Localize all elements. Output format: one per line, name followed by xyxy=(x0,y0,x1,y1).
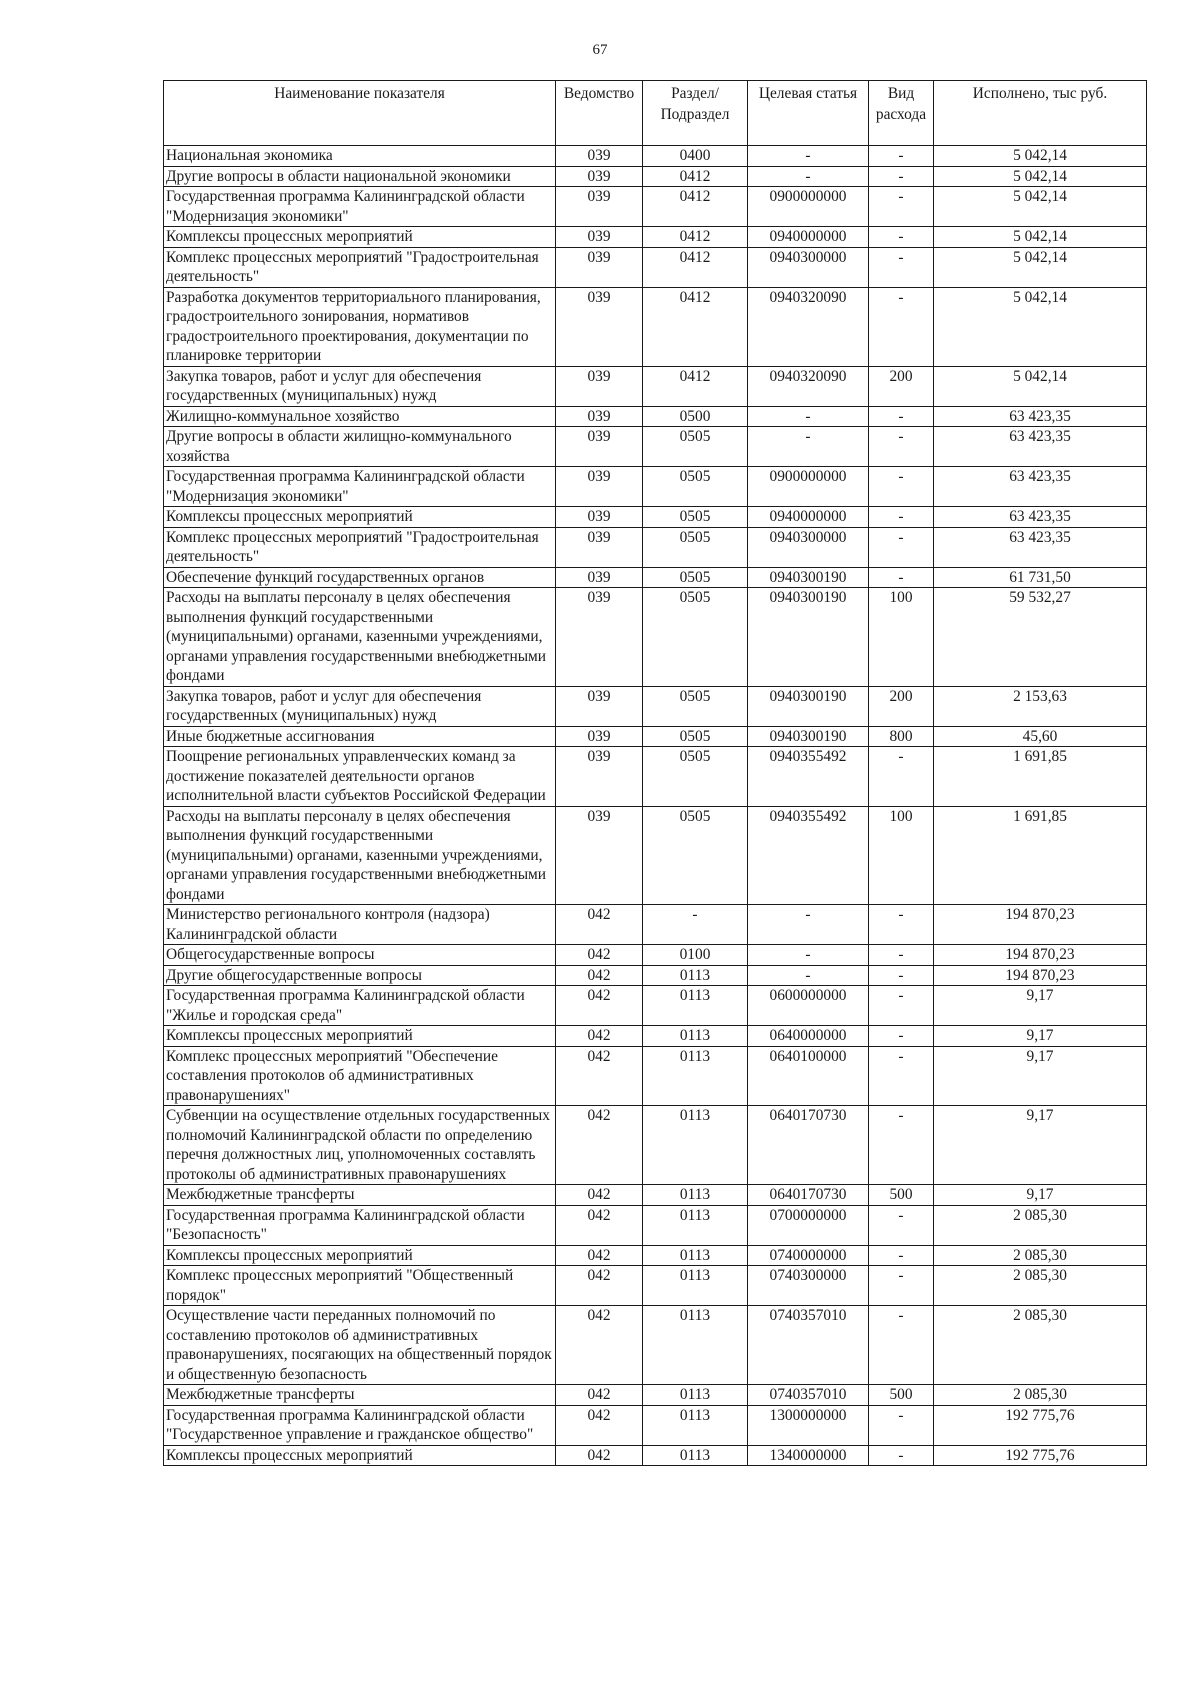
row-amount: 9,17 xyxy=(934,986,1147,1026)
table-row xyxy=(164,527,1147,567)
row-target: - xyxy=(748,166,869,187)
row-section: 0113 xyxy=(643,1046,748,1106)
table-row xyxy=(164,166,1147,187)
row-target: - xyxy=(748,905,869,945)
row-name: Государственная программа Калининградской области "Модернизация экономики" xyxy=(164,187,556,227)
row-name: Расходы на выплаты персоналу в целях обеспечения выполнения функций государственными (муниципальными) органами, казенными учреждениями, органами управления государственными внебюджетными фондами xyxy=(164,806,556,905)
row-section: 0505 xyxy=(643,467,748,507)
table-row xyxy=(164,146,1147,167)
table-row xyxy=(164,965,1147,986)
row-amount: 5 042,14 xyxy=(934,187,1147,227)
row-name: Расходы на выплаты персоналу в целях обеспечения выполнения функций государственными (муниципальными) органами, казенными учреждениями, органами управления государственными внебюджетными фондами xyxy=(164,588,556,687)
row-department: 039 xyxy=(556,467,643,507)
row-section: 0505 xyxy=(643,527,748,567)
table-row xyxy=(164,1026,1147,1047)
row-department: 039 xyxy=(556,747,643,807)
row-expense-type: - xyxy=(869,146,934,167)
row-expense-type: - xyxy=(869,287,934,366)
row-section: 0113 xyxy=(643,1385,748,1406)
row-amount: 45,60 xyxy=(934,726,1147,747)
row-amount: 2 085,30 xyxy=(934,1306,1147,1385)
row-target: 0940300190 xyxy=(748,567,869,588)
row-department: 039 xyxy=(556,166,643,187)
table-row xyxy=(164,945,1147,966)
row-name: Другие вопросы в области жилищно-коммунального хозяйства xyxy=(164,427,556,467)
row-name: Жилищно-коммунальное хозяйство xyxy=(164,406,556,427)
row-amount: 63 423,35 xyxy=(934,527,1147,567)
table-row xyxy=(164,686,1147,726)
table-row xyxy=(164,1306,1147,1385)
header-section: Раздел/ Подраздел xyxy=(643,81,748,146)
row-name: Другие вопросы в области национальной экономики xyxy=(164,166,556,187)
row-target: - xyxy=(748,965,869,986)
row-department: 042 xyxy=(556,905,643,945)
row-department: 039 xyxy=(556,406,643,427)
table-body xyxy=(164,146,1147,1466)
row-expense-type: - xyxy=(869,527,934,567)
row-section: 0412 xyxy=(643,366,748,406)
row-department: 039 xyxy=(556,686,643,726)
row-name: Межбюджетные трансферты xyxy=(164,1385,556,1406)
page-number: 67 xyxy=(592,42,608,58)
row-expense-type: - xyxy=(869,166,934,187)
row-name: Комплекс процессных мероприятий "Градостроительная деятельность" xyxy=(164,247,556,287)
row-department: 042 xyxy=(556,1185,643,1206)
table-row xyxy=(164,1205,1147,1245)
row-name: Государственная программа Калининградской области "Безопасность" xyxy=(164,1205,556,1245)
row-department: 039 xyxy=(556,427,643,467)
row-name: Комплексы процессных мероприятий xyxy=(164,1026,556,1047)
row-amount: 63 423,35 xyxy=(934,507,1147,528)
row-expense-type: - xyxy=(869,1106,934,1185)
row-section: 0113 xyxy=(643,965,748,986)
row-target: 0640170730 xyxy=(748,1106,869,1185)
row-expense-type: - xyxy=(869,427,934,467)
row-expense-type: - xyxy=(869,187,934,227)
row-target: - xyxy=(748,945,869,966)
row-expense-type: - xyxy=(869,227,934,248)
row-department: 039 xyxy=(556,527,643,567)
row-amount: 1 691,85 xyxy=(934,806,1147,905)
row-section: 0505 xyxy=(643,567,748,588)
row-expense-type: 200 xyxy=(869,686,934,726)
row-department: 039 xyxy=(556,146,643,167)
row-department: 039 xyxy=(556,227,643,248)
row-target: 0640000000 xyxy=(748,1026,869,1047)
table-row xyxy=(164,986,1147,1026)
row-department: 039 xyxy=(556,187,643,227)
row-amount: 9,17 xyxy=(934,1026,1147,1047)
row-name: Другие общегосударственные вопросы xyxy=(164,965,556,986)
row-name: Закупка товаров, работ и услуг для обеспечения государственных (муниципальных) нужд xyxy=(164,366,556,406)
table-row xyxy=(164,588,1147,687)
table-row xyxy=(164,507,1147,528)
row-amount: 5 042,14 xyxy=(934,166,1147,187)
row-department: 042 xyxy=(556,1046,643,1106)
row-name: Межбюджетные трансферты xyxy=(164,1185,556,1206)
row-amount: 2 153,63 xyxy=(934,686,1147,726)
row-section: 0113 xyxy=(643,986,748,1026)
row-target: 0940320090 xyxy=(748,366,869,406)
table-row xyxy=(164,1445,1147,1466)
row-section: 0412 xyxy=(643,287,748,366)
row-target: 1300000000 xyxy=(748,1405,869,1445)
row-expense-type: - xyxy=(869,406,934,427)
row-section: 0100 xyxy=(643,945,748,966)
row-amount: 5 042,14 xyxy=(934,227,1147,248)
row-target: 0940355492 xyxy=(748,747,869,807)
row-department: 042 xyxy=(556,986,643,1026)
row-amount: 5 042,14 xyxy=(934,287,1147,366)
table-row xyxy=(164,1245,1147,1266)
header-row xyxy=(164,81,1147,146)
row-section: 0505 xyxy=(643,686,748,726)
row-target: 0940300190 xyxy=(748,588,869,687)
row-section: 0500 xyxy=(643,406,748,427)
header-amount: Исполнено, тыс руб. xyxy=(934,81,1147,146)
row-expense-type: - xyxy=(869,247,934,287)
row-amount: 194 870,23 xyxy=(934,945,1147,966)
row-expense-type: 500 xyxy=(869,1385,934,1406)
table-header xyxy=(164,81,1147,146)
row-name: Комплексы процессных мероприятий xyxy=(164,1245,556,1266)
row-section: 0505 xyxy=(643,726,748,747)
row-department: 039 xyxy=(556,247,643,287)
row-target: 0940320090 xyxy=(748,287,869,366)
row-name: Осуществление части переданных полномочий по составлению протоколов об административных правонарушениях, посягающих на общественный порядок и общественную безопасность xyxy=(164,1306,556,1385)
row-target: - xyxy=(748,406,869,427)
table-row xyxy=(164,747,1147,807)
row-amount: 9,17 xyxy=(934,1046,1147,1106)
row-name: Комплекс процессных мероприятий "Общественный порядок" xyxy=(164,1266,556,1306)
row-expense-type: - xyxy=(869,1205,934,1245)
row-amount: 2 085,30 xyxy=(934,1245,1147,1266)
row-amount: 1 691,85 xyxy=(934,747,1147,807)
table-row xyxy=(164,467,1147,507)
row-amount: 192 775,76 xyxy=(934,1405,1147,1445)
row-target: 0700000000 xyxy=(748,1205,869,1245)
table-row xyxy=(164,406,1147,427)
row-department: 042 xyxy=(556,1405,643,1445)
row-department: 039 xyxy=(556,507,643,528)
row-expense-type: 500 xyxy=(869,1185,934,1206)
row-expense-type: - xyxy=(869,1245,934,1266)
row-expense-type: - xyxy=(869,1405,934,1445)
row-target: 0900000000 xyxy=(748,187,869,227)
row-name: Иные бюджетные ассигнования xyxy=(164,726,556,747)
row-expense-type: 100 xyxy=(869,806,934,905)
row-department: 042 xyxy=(556,1205,643,1245)
row-expense-type: - xyxy=(869,1266,934,1306)
table-row xyxy=(164,1106,1147,1185)
row-target: 0940355492 xyxy=(748,806,869,905)
row-amount: 5 042,14 xyxy=(934,366,1147,406)
row-section: 0505 xyxy=(643,806,748,905)
table-row xyxy=(164,366,1147,406)
row-name: Комплексы процессных мероприятий xyxy=(164,507,556,528)
row-department: 042 xyxy=(556,1445,643,1466)
row-section: 0113 xyxy=(643,1026,748,1047)
row-amount: 5 042,14 xyxy=(934,146,1147,167)
row-target: 0640100000 xyxy=(748,1046,869,1106)
row-department: 042 xyxy=(556,1266,643,1306)
row-amount: 63 423,35 xyxy=(934,406,1147,427)
row-target: - xyxy=(748,427,869,467)
table-row xyxy=(164,1046,1147,1106)
row-name: Министерство регионального контроля (надзора) Калининградской области xyxy=(164,905,556,945)
row-section: 0412 xyxy=(643,227,748,248)
row-expense-type: - xyxy=(869,905,934,945)
table-row xyxy=(164,806,1147,905)
row-department: 042 xyxy=(556,965,643,986)
row-expense-type: 100 xyxy=(869,588,934,687)
row-section: 0113 xyxy=(643,1106,748,1185)
row-target: 0940300190 xyxy=(748,686,869,726)
table-row xyxy=(164,1405,1147,1445)
row-section: 0113 xyxy=(643,1445,748,1466)
row-department: 039 xyxy=(556,366,643,406)
row-name: Общегосударственные вопросы xyxy=(164,945,556,966)
row-amount: 2 085,30 xyxy=(934,1385,1147,1406)
row-section: - xyxy=(643,905,748,945)
table-row xyxy=(164,726,1147,747)
row-department: 042 xyxy=(556,945,643,966)
table-row xyxy=(164,1385,1147,1406)
row-amount: 2 085,30 xyxy=(934,1266,1147,1306)
row-department: 039 xyxy=(556,806,643,905)
row-department: 039 xyxy=(556,567,643,588)
row-amount: 63 423,35 xyxy=(934,467,1147,507)
row-department: 042 xyxy=(556,1106,643,1185)
row-expense-type: - xyxy=(869,965,934,986)
row-target: 0940000000 xyxy=(748,227,869,248)
row-name: Государственная программа Калининградской области "Государственное управление и гражданское общество" xyxy=(164,1405,556,1445)
row-amount: 194 870,23 xyxy=(934,965,1147,986)
row-section: 0400 xyxy=(643,146,748,167)
row-section: 0412 xyxy=(643,247,748,287)
row-amount: 61 731,50 xyxy=(934,567,1147,588)
row-target: 0900000000 xyxy=(748,467,869,507)
row-section: 0113 xyxy=(643,1306,748,1385)
row-department: 042 xyxy=(556,1026,643,1047)
row-target: 0740357010 xyxy=(748,1306,869,1385)
row-amount: 5 042,14 xyxy=(934,247,1147,287)
row-target: 0940300190 xyxy=(748,726,869,747)
row-name: Закупка товаров, работ и услуг для обеспечения государственных (муниципальных) нужд xyxy=(164,686,556,726)
row-expense-type: - xyxy=(869,1046,934,1106)
row-name: Комплекс процессных мероприятий "Обеспечение составления протоколов об административных правонарушениях" xyxy=(164,1046,556,1106)
row-expense-type: - xyxy=(869,567,934,588)
row-section: 0113 xyxy=(643,1185,748,1206)
row-name: Субвенции на осуществление отдельных государственных полномочий Калининградской области по определению перечня должностных лиц, уполномоченных составлять протоколы об административных правонарушениях xyxy=(164,1106,556,1185)
row-name: Государственная программа Калининградской области "Модернизация экономики" xyxy=(164,467,556,507)
row-section: 0412 xyxy=(643,166,748,187)
row-department: 042 xyxy=(556,1385,643,1406)
row-name: Национальная экономика xyxy=(164,146,556,167)
row-expense-type: 800 xyxy=(869,726,934,747)
row-section: 0505 xyxy=(643,588,748,687)
budget-execution-table xyxy=(163,80,1147,1466)
table-row xyxy=(164,287,1147,366)
row-name: Поощрение региональных управленческих команд за достижение показателей деятельности органов исполнительной власти субъектов Российской Федерации xyxy=(164,747,556,807)
table-row xyxy=(164,905,1147,945)
table-row xyxy=(164,567,1147,588)
table-row xyxy=(164,1185,1147,1206)
table-row xyxy=(164,427,1147,467)
row-expense-type: - xyxy=(869,1026,934,1047)
table-row xyxy=(164,227,1147,248)
row-section: 0505 xyxy=(643,427,748,467)
row-section: 0113 xyxy=(643,1266,748,1306)
row-expense-type: - xyxy=(869,986,934,1026)
header-target: Целевая статья xyxy=(748,81,869,146)
table-row xyxy=(164,187,1147,227)
header-expense-type: Вид расхода xyxy=(869,81,934,146)
row-name: Комплекс процессных мероприятий "Градостроительная деятельность" xyxy=(164,527,556,567)
row-target: 0940000000 xyxy=(748,507,869,528)
row-department: 039 xyxy=(556,287,643,366)
row-expense-type: - xyxy=(869,1306,934,1385)
row-name: Комплексы процессных мероприятий xyxy=(164,227,556,248)
row-expense-type: 200 xyxy=(869,366,934,406)
row-target: 0740300000 xyxy=(748,1266,869,1306)
row-amount: 2 085,30 xyxy=(934,1205,1147,1245)
row-expense-type: - xyxy=(869,747,934,807)
row-target: 0740000000 xyxy=(748,1245,869,1266)
header-name: Наименование показателя xyxy=(164,81,556,146)
row-amount: 59 532,27 xyxy=(934,588,1147,687)
row-name: Разработка документов территориального планирования, градостроительного зонирования, нормативов градостроительного проектирования, документации по планировке территории xyxy=(164,287,556,366)
row-section: 0412 xyxy=(643,187,748,227)
row-target: 0740357010 xyxy=(748,1385,869,1406)
row-target: 0640170730 xyxy=(748,1185,869,1206)
row-target: 0940300000 xyxy=(748,247,869,287)
row-department: 042 xyxy=(556,1306,643,1385)
row-section: 0505 xyxy=(643,507,748,528)
row-name: Обеспечение функций государственных органов xyxy=(164,567,556,588)
row-expense-type: - xyxy=(869,945,934,966)
table-row xyxy=(164,1266,1147,1306)
row-amount: 63 423,35 xyxy=(934,427,1147,467)
header-department: Ведомство xyxy=(556,81,643,146)
row-amount: 9,17 xyxy=(934,1106,1147,1185)
table-row xyxy=(164,247,1147,287)
row-target: 1340000000 xyxy=(748,1445,869,1466)
row-name: Комплексы процессных мероприятий xyxy=(164,1445,556,1466)
row-amount: 9,17 xyxy=(934,1185,1147,1206)
row-name: Государственная программа Калининградской области "Жилье и городская среда" xyxy=(164,986,556,1026)
row-target: - xyxy=(748,146,869,167)
row-amount: 194 870,23 xyxy=(934,905,1147,945)
row-expense-type: - xyxy=(869,1445,934,1466)
row-target: 0940300000 xyxy=(748,527,869,567)
row-section: 0113 xyxy=(643,1245,748,1266)
row-section: 0113 xyxy=(643,1405,748,1445)
row-amount: 192 775,76 xyxy=(934,1445,1147,1466)
row-section: 0505 xyxy=(643,747,748,807)
row-department: 039 xyxy=(556,588,643,687)
row-department: 039 xyxy=(556,726,643,747)
row-expense-type: - xyxy=(869,467,934,507)
row-expense-type: - xyxy=(869,507,934,528)
row-target: 0600000000 xyxy=(748,986,869,1026)
row-section: 0113 xyxy=(643,1205,748,1245)
row-department: 042 xyxy=(556,1245,643,1266)
